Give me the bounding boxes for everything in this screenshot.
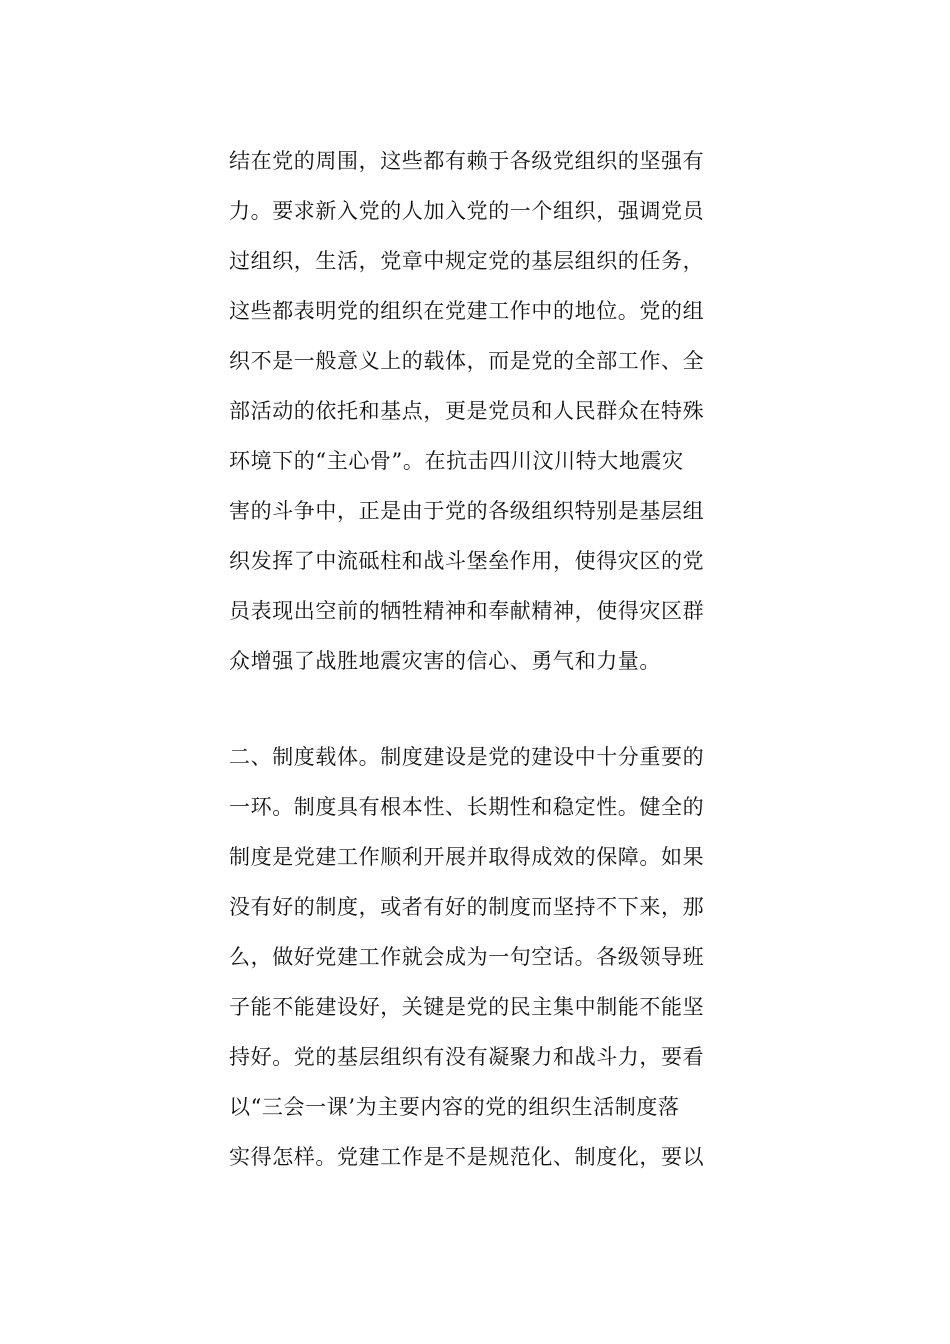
text-line: 持好。党的基层组织有没有凝聚力和战斗力，要看	[229, 1045, 705, 1069]
text-line: 实得怎样。党建工作是不是规范化、制度化，要以	[229, 1145, 705, 1169]
text-line: 二、制度载体。制度建设是党的建设中十分重要的	[229, 745, 705, 769]
text-line: 制度是党建工作顺利开展并取得成效的保障。如果	[229, 845, 705, 869]
text-line: 部活动的依托和基点，更是党员和人民群众在特殊	[229, 399, 705, 423]
paragraph-system-carrier	[229, 732, 729, 1182]
text-line: 以“三会一课’为主要内容的党的组织生活制度落	[229, 1095, 680, 1119]
text-line: 过组织，生活，党章中规定党的基层组织的任务，	[229, 249, 705, 273]
text-line: 结在党的周围，这些都有赖于各级党组织的坚强有	[229, 149, 705, 173]
paragraph-organization-carrier	[229, 136, 729, 686]
text-line: 么，做好党建工作就会成为一句空话。各级领导班	[229, 945, 705, 969]
text-line: 害的斗争中，正是由于党的各级组织特别是基层组	[229, 499, 705, 523]
text-line: 一环。制度具有根本性、长期性和稳定性。健全的	[229, 795, 705, 819]
text-line: 织不是一般意义上的载体，而是党的全部工作、全	[229, 349, 705, 373]
text-line: 没有好的制度，或者有好的制度而坚持不下来，那	[229, 895, 705, 919]
text-line: 这些都表明党的组织在党建工作中的地位。党的组	[229, 299, 705, 323]
text-line: 众增强了战胜地震灾害的信心、勇气和力量。	[229, 649, 661, 673]
text-line: 子能不能建设好，关键是党的民主集中制能不能坚	[229, 995, 705, 1019]
text-line: 力。要求新入党的人加入党的一个组织，强调党员	[229, 199, 705, 223]
text-line: 员表现出空前的牺牲精神和奉献精神，使得灾区群	[229, 599, 705, 623]
text-line: 织发挥了中流砥柱和战斗堡垒作用，使得灾区的党	[229, 549, 705, 573]
text-line: 环境下的“主心骨”。在抗击四川汶川特大地震灾	[229, 449, 684, 473]
